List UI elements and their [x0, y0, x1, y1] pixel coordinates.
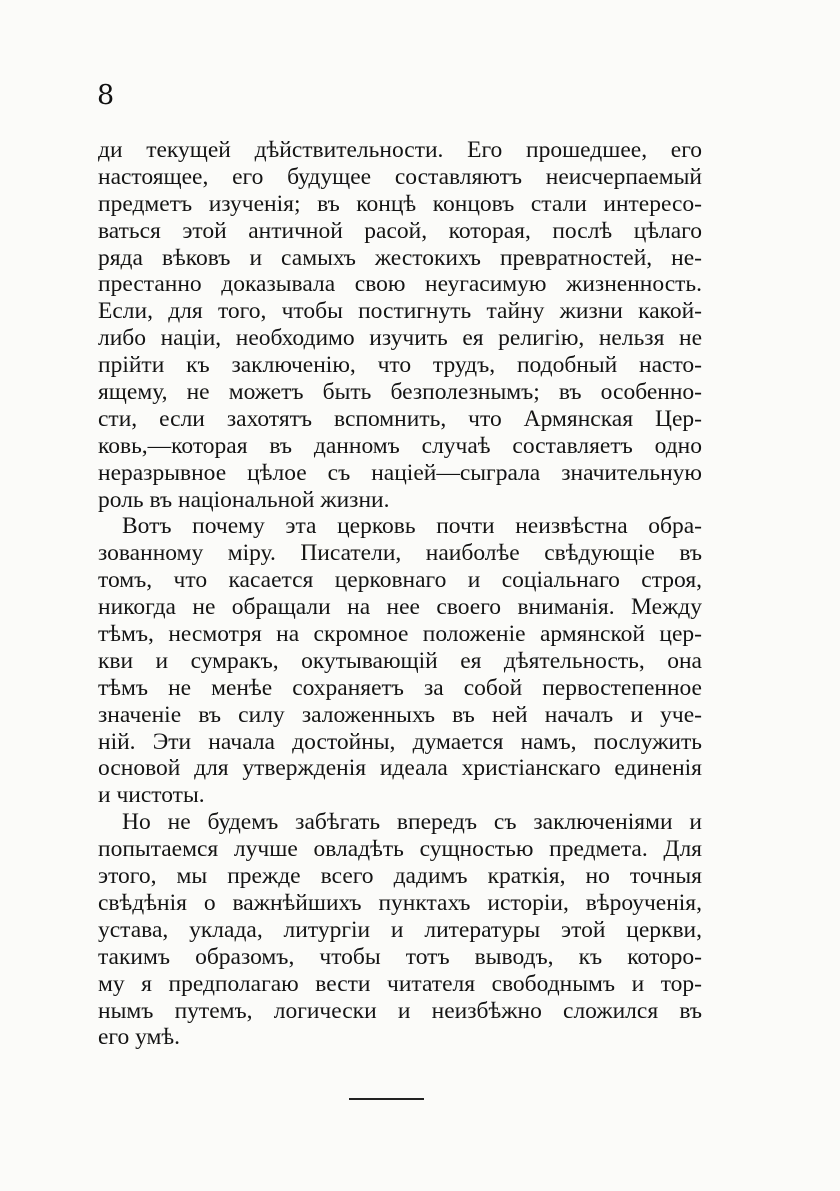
text-line: ковь,—которая въ данномъ случаѣ составляетъ одно	[98, 432, 702, 459]
text-line: кви и сумракъ, окутывающій ея дѣятельность, она	[98, 647, 702, 674]
text-line: Если, для того, чтобы постигнуть тайну жизни какой-	[98, 298, 702, 325]
section-end-rule	[349, 1098, 424, 1100]
text-line: зованному міру. Писатели, наиболѣе свѣдующіе въ	[98, 540, 702, 567]
text-line: его умѣ.	[98, 1024, 181, 1051]
text-line: тѣмъ, несмотря на скромное положеніе армянской цер-	[98, 621, 702, 648]
text-line: му я предполагаю вести читателя свободнымъ и тор-	[98, 970, 702, 997]
text-line: нымъ путемъ, логически и неизбѣжно сложился въ	[98, 997, 702, 1024]
body-text	[98, 137, 702, 1051]
paragraph-2	[98, 513, 702, 809]
text-line: роль въ національной жизни.	[98, 486, 390, 513]
text-line: Вотъ почему эта церковь почти неизвѣстна обра-	[122, 513, 702, 540]
page-number: 8	[97, 80, 115, 111]
text-line: ящему, не можетъ быть безполезнымъ; въ особенно-	[98, 379, 702, 406]
text-line: прійти къ заключенію, что трудъ, подобный насто-	[98, 352, 702, 379]
text-line: тѣмъ не менѣе сохраняетъ за собой первостепенное	[98, 674, 702, 701]
text-line: и чистоты.	[98, 782, 205, 809]
text-line: ній. Эти начала достойны, думается намъ, послужить	[98, 728, 702, 755]
text-line: такимъ образомъ, чтобы тотъ выводъ, къ которо-	[98, 943, 702, 970]
text-line: этого, мы прежде всего дадимъ краткія, но точныя	[98, 863, 702, 890]
text-line: никогда не обращали на нее своего вниманія. Между	[98, 594, 702, 621]
text-line: устава, уклада, литургіи и литературы этой церкви,	[98, 916, 702, 943]
text-line: ди текущей дѣйствительности. Его прошедшее, его	[98, 137, 702, 163]
text-line: ряда вѣковъ и самыхъ жестокихъ превратностей, не-	[98, 244, 702, 271]
text-line: либо націи, необходимо изучить ея религію, нельзя не	[98, 325, 702, 352]
text-line: попытаемся лучше овладѣть сущностью предмета. Для	[98, 836, 702, 863]
text-line: ваться этой античной расой, которая, послѣ цѣлаго	[98, 217, 702, 244]
text-line: основой для утвержденія идеала христіанскаго единенія	[98, 755, 702, 782]
text-line: неразрывное цѣлое съ націей—сыграла значительную	[98, 459, 702, 486]
text-line: томъ, что касается церковнаго и соціальнаго строя,	[98, 567, 702, 594]
text-line: престанно доказывала свою неугасимую жизненность.	[98, 271, 702, 298]
text-line: настоящее, его будущее составляютъ неисчерпаемый	[98, 163, 702, 190]
paragraph-3	[98, 809, 702, 1051]
text-line: значеніе въ силу заложенныхъ въ ней началъ и уче-	[98, 701, 702, 728]
text-line: сти, если захотятъ вспомнить, что Армянская Цер-	[98, 405, 702, 432]
text-line: свѣдѣнія о важнѣйшихъ пунктахъ исторіи, вѣроученія,	[98, 889, 702, 916]
text-line: Но не будемъ забѣгать впередъ съ заключеніями и	[122, 809, 702, 836]
text-line: предметъ изученія; въ концѣ концовъ стали интересо-	[98, 190, 702, 217]
paragraph-1	[98, 137, 702, 513]
